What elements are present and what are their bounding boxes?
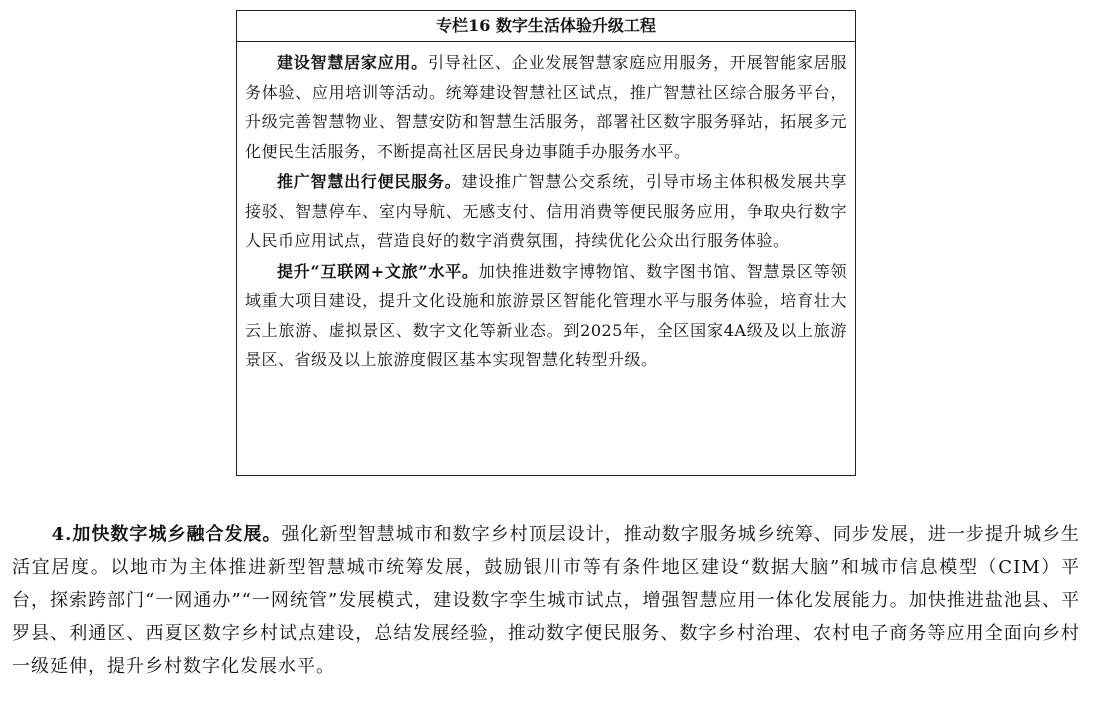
box-paragraph-smart-travel bbox=[245, 167, 847, 256]
box-paragraph-culture-tourism bbox=[245, 257, 847, 375]
box-title: 专栏16 数字生活体验升级工程 bbox=[237, 11, 855, 42]
paragraph-lead: 推广智慧出行便民服务。 bbox=[277, 172, 462, 191]
paragraph-text: 加快推进数字博物馆、数字图书馆、智慧景区等领域重大项目建设，提升文化设施和旅游景区智能化管理水平与服务体验，培育壮大云上旅游、虚拟景区、数字文化等新业态。到2025年，全区国家4A级及以上旅游景区、省级及以上旅游度假区基本实现智慧化转型升级。 bbox=[245, 261, 847, 369]
paragraph-text: 建设推广智慧公交系统，引导市场主体积极发展共享接驳、智慧停车、室内导航、无感支付、信用消费等便民服务应用，争取央行数字人民币应用试点，营造良好的数字消费氛围，持续优化公众出行服务体验。 bbox=[245, 172, 847, 250]
paragraph-text: 引导社区、企业发展智慧家庭应用服务，开展智能家居服务体验、应用培训等活动。统筹建设智慧社区试点，推广智慧社区综合服务平台，升级完善智慧物业、智慧安防和智慧生活服务，部署社区数字服务驿站，拓展多元化便民生活服务，不断提高社区居民身边事随手办服务水平。 bbox=[245, 53, 847, 161]
feature-box bbox=[236, 10, 856, 476]
main-paragraph-lead: 4.加快数字城乡融合发展。 bbox=[51, 524, 282, 545]
paragraph-lead: 提升“互联网+文旅”水平。 bbox=[277, 261, 479, 281]
main-paragraph-text: 强化新型智慧城市和数字乡村顶层设计，推动数字服务城乡统筹、同步发展，进一步提升城乡生活宜居度。以地市为主体推进新型智慧城市统筹发展，鼓励银川市等有条件地区建设“数据大脑”和城市信息模型（CIM）平台，探索跨部门“一网通办”“一网统管”发展模式，建设数字孪生城市试点，增强智慧应用一体化发展能力。加快推进盐池县、平罗县、利通区、西夏区数字乡村试点建设，总结发展经验，推动数字便民服务、数字乡村治理、农村电子商务等应用全面向乡村一级延伸，提升乡村数字化发展水平。 bbox=[12, 524, 1080, 677]
main-paragraph bbox=[12, 518, 1080, 683]
box-body bbox=[237, 42, 855, 375]
main-section bbox=[12, 518, 1080, 683]
box-paragraph-smart-home bbox=[245, 48, 847, 166]
paragraph-lead: 建设智慧居家应用。 bbox=[277, 53, 428, 72]
